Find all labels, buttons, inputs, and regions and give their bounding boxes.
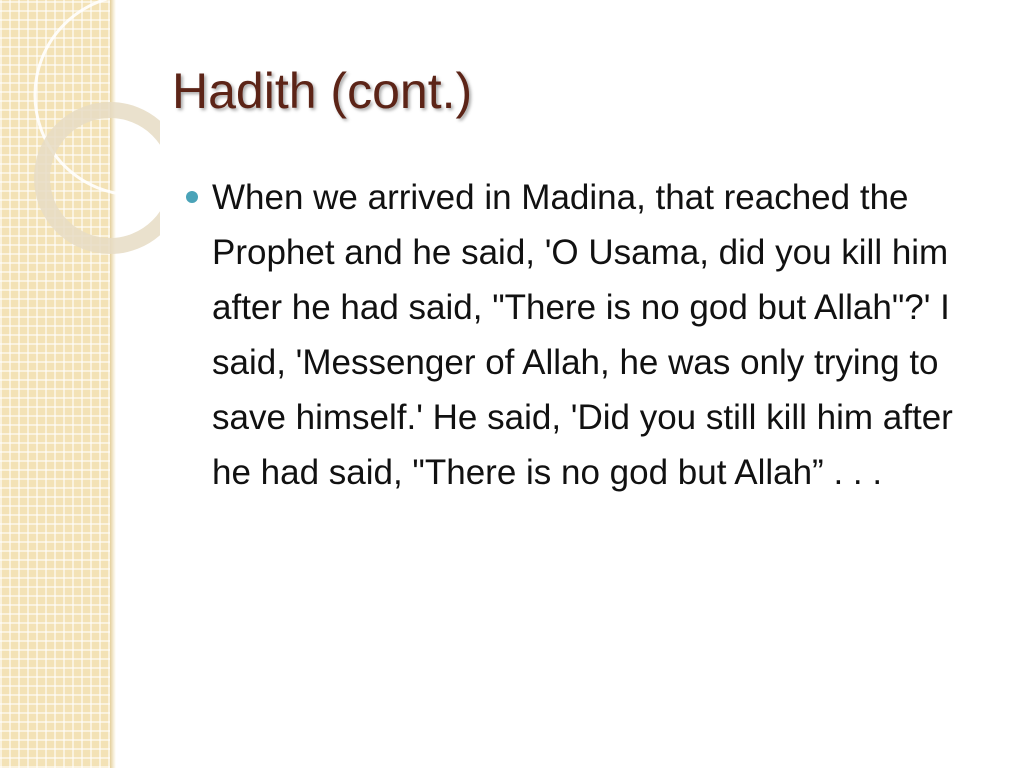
decorative-rings bbox=[0, 0, 160, 260]
bullet-item bbox=[184, 170, 1004, 500]
slide-title: Hadith (cont.) bbox=[172, 63, 473, 119]
small-ring bbox=[42, 110, 160, 246]
large-ring bbox=[35, 0, 160, 195]
bullet-text: When we arrived in Madina, that reached the Prophet and he said, 'O Usama, did you kill him after he had said, "There is no god but Allah"?' I said, 'Messenger of Allah, he was only trying to save himself.' He said, 'Did you still kill him after he had said, "There is no god but Allah” . . . bbox=[212, 178, 953, 492]
bullet-list bbox=[184, 170, 1004, 500]
bullet-icon bbox=[186, 191, 198, 203]
